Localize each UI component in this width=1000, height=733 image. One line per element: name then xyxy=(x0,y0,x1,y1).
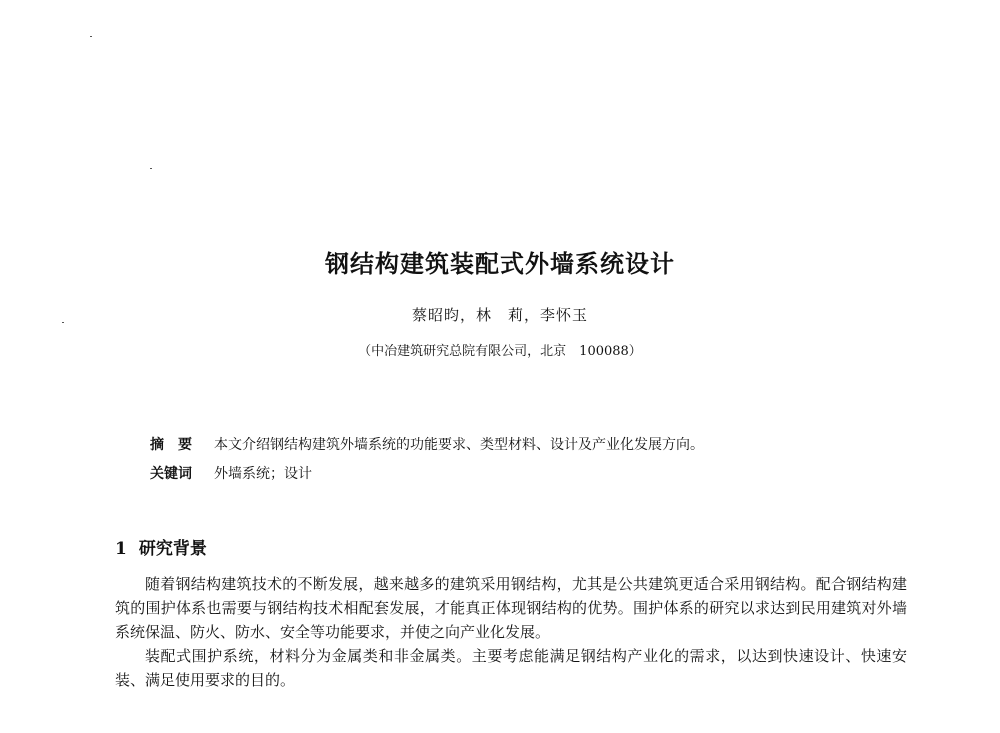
body-paragraph: 装配式围护系统，材料分为金属类和非金属类。主要考虑能满足钢结构产业化的需求，以达到快速设计、快速安装、满足使用要求的目的。 xyxy=(115,647,907,689)
scan-speck xyxy=(150,168,152,169)
section-body xyxy=(115,572,907,692)
scan-speck xyxy=(90,36,92,37)
keywords-label: 关键词 xyxy=(150,466,192,482)
keywords xyxy=(150,463,312,483)
paper-affiliation: （中冶建筑研究总院有限公司，北京 100088） xyxy=(358,344,642,359)
section-heading xyxy=(115,534,207,559)
paper-authors: 蔡昭昀，林 莉，李怀玉 xyxy=(411,306,588,324)
section-number: 1 xyxy=(115,539,127,559)
keywords-text: 外墙系统；设计 xyxy=(214,466,312,482)
abstract-text: 本文介绍钢结构建筑外墙系统的功能要求、类型材料、设计及产业化发展方向。 xyxy=(214,437,704,453)
paper-title: 钢结构建筑装配式外墙系统设计 xyxy=(325,249,675,278)
section-title: 研究背景 xyxy=(138,539,207,559)
abstract-label: 摘 要 xyxy=(150,437,192,453)
abstract xyxy=(150,434,704,454)
body-paragraph: 随着钢结构建筑技术的不断发展，越来越多的建筑采用钢结构，尤其是公共建筑更适合采用钢结构。配合钢结构建筑的围护体系也需要与钢结构技术相配套发展，才能真正体现钢结构的优势。围护体系的研究以求达到民用建筑对外墙系统保温、防火、防水、安全等功能要求，并使之向产业化发展。 xyxy=(115,575,907,641)
